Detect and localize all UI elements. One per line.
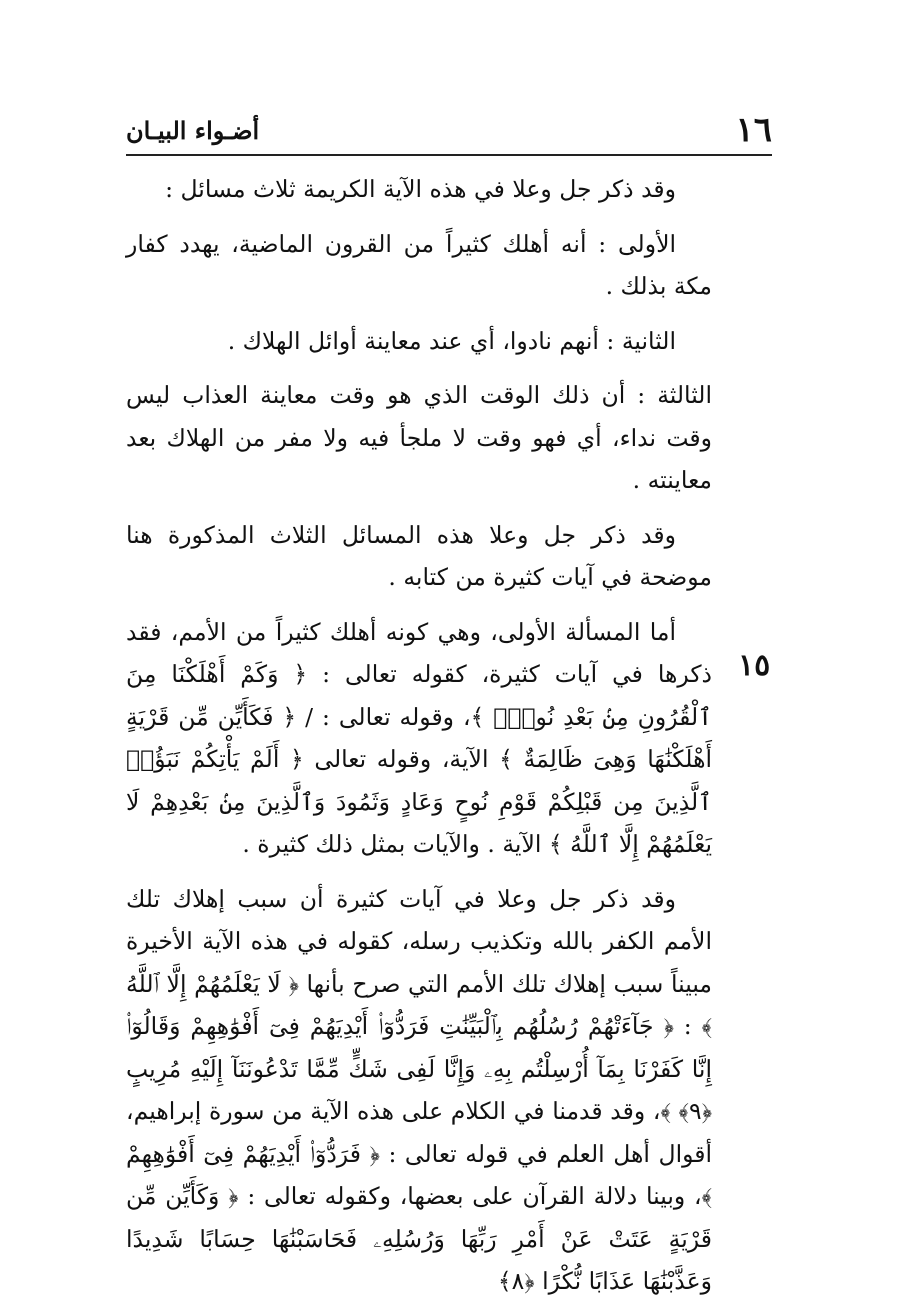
body-text xyxy=(126,168,712,1315)
paragraph-third-issue: الثالثة : أن ذلك الوقت الذي هو وقت معاينة العذاب ليس وقت نداء، أي فهو وقت لا ملجأ فيه ولا مفر من الهلاك بعد معاينته . xyxy=(126,381,712,494)
paragraph-summary: وقد ذكر جل وعلا هذه المسائل الثلاث المذكورة هنا موضحة في آيات كثيرة من كتابه . xyxy=(126,520,712,591)
paragraph-second-issue: الثانية : أنهم نادوا، أي عند معاينة أوائل الهلاك . xyxy=(227,326,676,355)
margin-page-reference: ١٥ xyxy=(738,648,771,683)
paragraph-first-issue-evidence: أما المسألة الأولى، وهي كونه أهلك كثيراً من الأمم، فقد ذكرها في آيات كثيرة، كقوله تعالى : ﴿ وَكَمْ أَهْلَكْنَا مِنَ ٱلْقُرُونِ مِنۢ بَعْدِ نُوحٍۗ ﴾، وقوله تعالى : / ﴿ فَكَأَيِّن مِّن قَرْيَةٍ أَهْلَكْنَٰهَا وَهِىَ ظَالِمَةٌ ﴾ الآية، وقوله تعالى ﴿ أَلَمْ يَأْتِكُمْ نَبَؤُا۟ ٱلَّذِينَ مِن قَبْلِكُمْ قَوْمِ نُوحٍ وَعَادٍ وَثَمُودَ وَٱلَّذِينَ مِنۢ بَعْدِهِمْ لَا يَعْلَمُهُمْ إِلَّا ٱللَّهُ ﴾ الآية . والآيات بمثل ذلك كثيرة . xyxy=(126,617,712,858)
paragraph-cause-of-destruction: وقد ذكر جل وعلا في آيات كثيرة أن سبب إهلاك تلك الأمم الكفر بالله وتكذيب رسله، كقوله في هذه الآية الأخيرة مبيناً سبب إهلاك تلك الأمم التي صرح بأنها ﴿ لَا يَعْلَمُهُمْ إِلَّا ٱللَّهُ ﴾ : ﴿ جَآءَتْهُمْ رُسُلُهُم بِٱلْبَيِّنَٰتِ فَرَدُّوٓا۟ أَيْدِيَهُمْ فِىٓ أَفْوَٰهِهِمْ وَقَالُوٓا۟ إِنَّا كَفَرْنَا بِمَآ أُرْسِلْتُم بِهِۦ وَإِنَّا لَفِى شَكٍّ مِّمَّا تَدْعُونَنَآ إِلَيْهِ مُرِيبٍ ﴿٩﴾ ﴾، وقد قدمنا في الكلام على هذه الآية من سورة إبراهيم، أقوال أهل العلم في قوله تعالى : ﴿ فَرَدُّوٓا۟ أَيْدِيَهُمْ فِىٓ أَفْوَٰهِهِمْ ﴾، وبينا دلالة القرآن على بعضها، وكقوله تعالى : ﴿ وَكَأَيِّن مِّن قَرْيَةٍ عَتَتْ عَنْ أَمْرِ رَبِّهَا وَرُسُلِهِۦ فَحَاسَبْنَٰهَا حِسَابًا شَدِيدًا وَعَذَّبْنَٰهَا عَذَابًا نُّكْرًا ﴿٨﴾ xyxy=(126,884,712,1295)
page-header xyxy=(126,104,772,156)
paragraph-first-issue: الأولى : أنه أهلك كثيراً من القرون الماضية، يهدد كفار مكة بذلك . xyxy=(126,229,712,300)
running-title: أضـواء البيـان xyxy=(126,116,260,145)
page-number: ١٦ xyxy=(735,110,772,150)
paragraph-intro: وقد ذكر جل وعلا في هذه الآية الكريمة ثلاث مسائل : xyxy=(165,175,676,203)
